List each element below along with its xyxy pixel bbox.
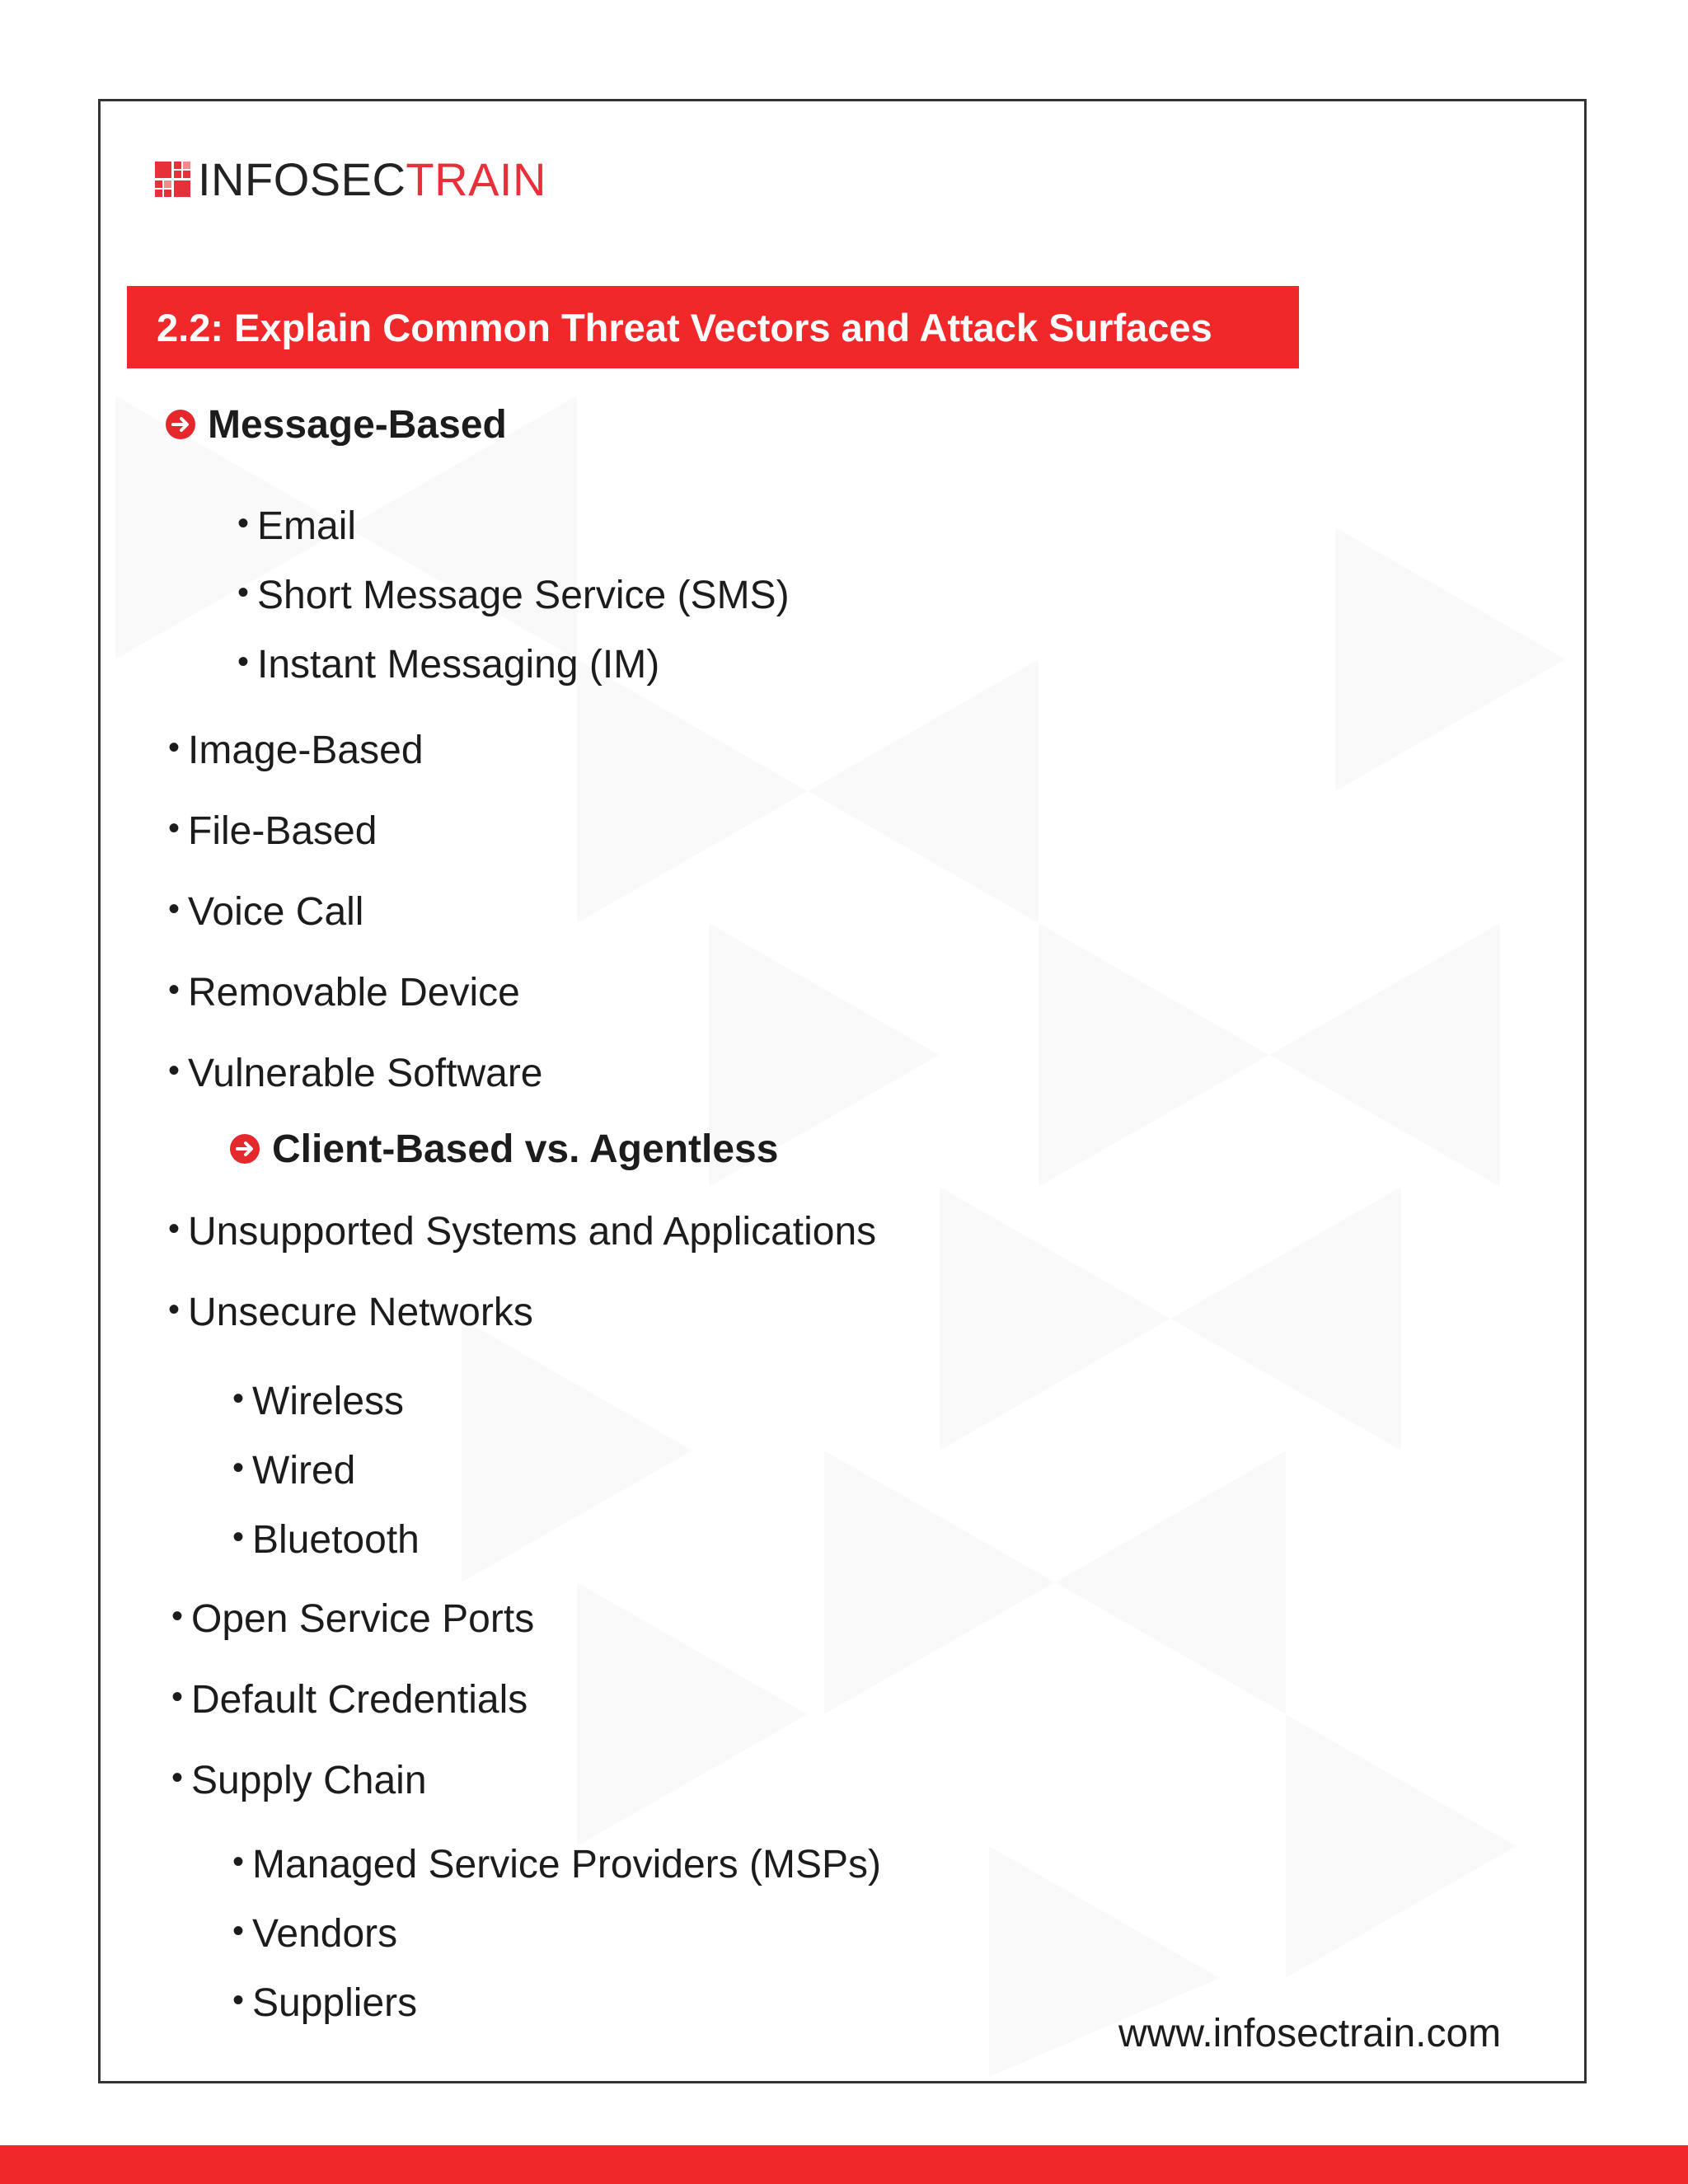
list-item-label: Vulnerable Software — [188, 1051, 543, 1095]
logo-mark-icon — [155, 162, 191, 198]
list-item-file-based — [168, 806, 377, 855]
list-item-supply-chain — [171, 1755, 427, 1805]
list-item-wired — [232, 1446, 355, 1495]
bullet-icon: • — [237, 644, 250, 680]
bullet-icon: • — [168, 1291, 181, 1328]
list-item-label: Supply Chain — [191, 1758, 427, 1802]
bullet-icon: • — [171, 1760, 184, 1796]
list-item-label: Default Credentials — [191, 1677, 528, 1722]
list-item-default-credentials — [171, 1675, 528, 1724]
list-item-label: Removable Device — [188, 970, 520, 1015]
list-item-wireless — [232, 1376, 404, 1426]
infosectrain-logo — [155, 155, 546, 204]
list-item-label: File-Based — [188, 808, 377, 853]
heading-client-based — [229, 1124, 778, 1174]
list-item-label: Wireless — [252, 1379, 405, 1423]
list-item-open-service-ports — [171, 1594, 534, 1643]
bullet-icon: • — [168, 810, 181, 846]
logo-text-infosec: INFOSEC — [198, 153, 406, 205]
bullet-icon: • — [237, 505, 250, 541]
bullet-icon: • — [232, 1913, 245, 1949]
list-item-voice-call — [168, 887, 363, 936]
list-item-vendors — [232, 1909, 397, 1958]
list-item-label: Wired — [252, 1448, 356, 1493]
bullet-icon: • — [237, 574, 250, 611]
list-item-msps — [232, 1840, 881, 1889]
list-item-unsecure-networks — [168, 1287, 533, 1337]
list-item-label: Voice Call — [188, 889, 364, 934]
list-item-suppliers — [232, 1978, 417, 2027]
section-title-bar — [127, 286, 1299, 368]
list-item-image-based — [168, 725, 424, 775]
list-item-label: Instant Messaging (IM) — [257, 642, 660, 687]
list-item-label: Unsupported Systems and Applications — [188, 1209, 877, 1254]
list-item-im — [237, 640, 659, 689]
bullet-icon: • — [168, 1211, 181, 1247]
list-item-label: Short Message Service (SMS) — [257, 573, 790, 617]
bullet-icon: • — [168, 1052, 181, 1089]
bullet-icon: • — [232, 1844, 245, 1880]
list-item-sms — [237, 570, 790, 620]
list-item-email — [237, 501, 356, 551]
bullet-icon: • — [171, 1679, 184, 1715]
section-title: 2.2: Explain Common Threat Vectors and Attack Surfaces — [157, 305, 1212, 349]
list-item-label: Image-Based — [188, 728, 424, 772]
heading-message-based — [165, 400, 507, 449]
bullet-icon: • — [171, 1598, 184, 1634]
bullet-icon: • — [232, 1982, 245, 2018]
list-item-label: Bluetooth — [252, 1517, 420, 1562]
list-item-label: Managed Service Providers (MSPs) — [252, 1842, 881, 1886]
heading-label: Message-Based — [208, 402, 507, 447]
list-item-unsupported-systems — [168, 1207, 876, 1256]
bullet-icon: • — [232, 1450, 245, 1486]
list-item-label: Open Service Ports — [191, 1596, 535, 1641]
bullet-icon: • — [168, 729, 181, 766]
arrow-right-circle-icon — [229, 1133, 260, 1165]
bullet-icon: • — [232, 1380, 245, 1417]
bullet-icon: • — [232, 1519, 245, 1555]
bottom-accent-bar — [0, 2145, 1688, 2184]
bullet-icon: • — [168, 891, 181, 927]
list-item-removable-device — [168, 968, 520, 1017]
footer-website-url[interactable]: www.infosectrain.com — [1118, 2012, 1502, 2055]
list-item-label: Suppliers — [252, 1980, 418, 2025]
heading-label: Client-Based vs. Agentless — [272, 1127, 779, 1171]
arrow-right-circle-icon — [165, 409, 196, 440]
list-item-label: Email — [257, 504, 357, 548]
logo-text-train: TRAIN — [406, 153, 546, 205]
list-item-bluetooth — [232, 1515, 420, 1564]
bullet-icon: • — [168, 972, 181, 1008]
list-item-label: Unsecure Networks — [188, 1290, 533, 1334]
list-item-label: Vendors — [252, 1911, 398, 1956]
list-item-vulnerable-software — [168, 1048, 543, 1098]
